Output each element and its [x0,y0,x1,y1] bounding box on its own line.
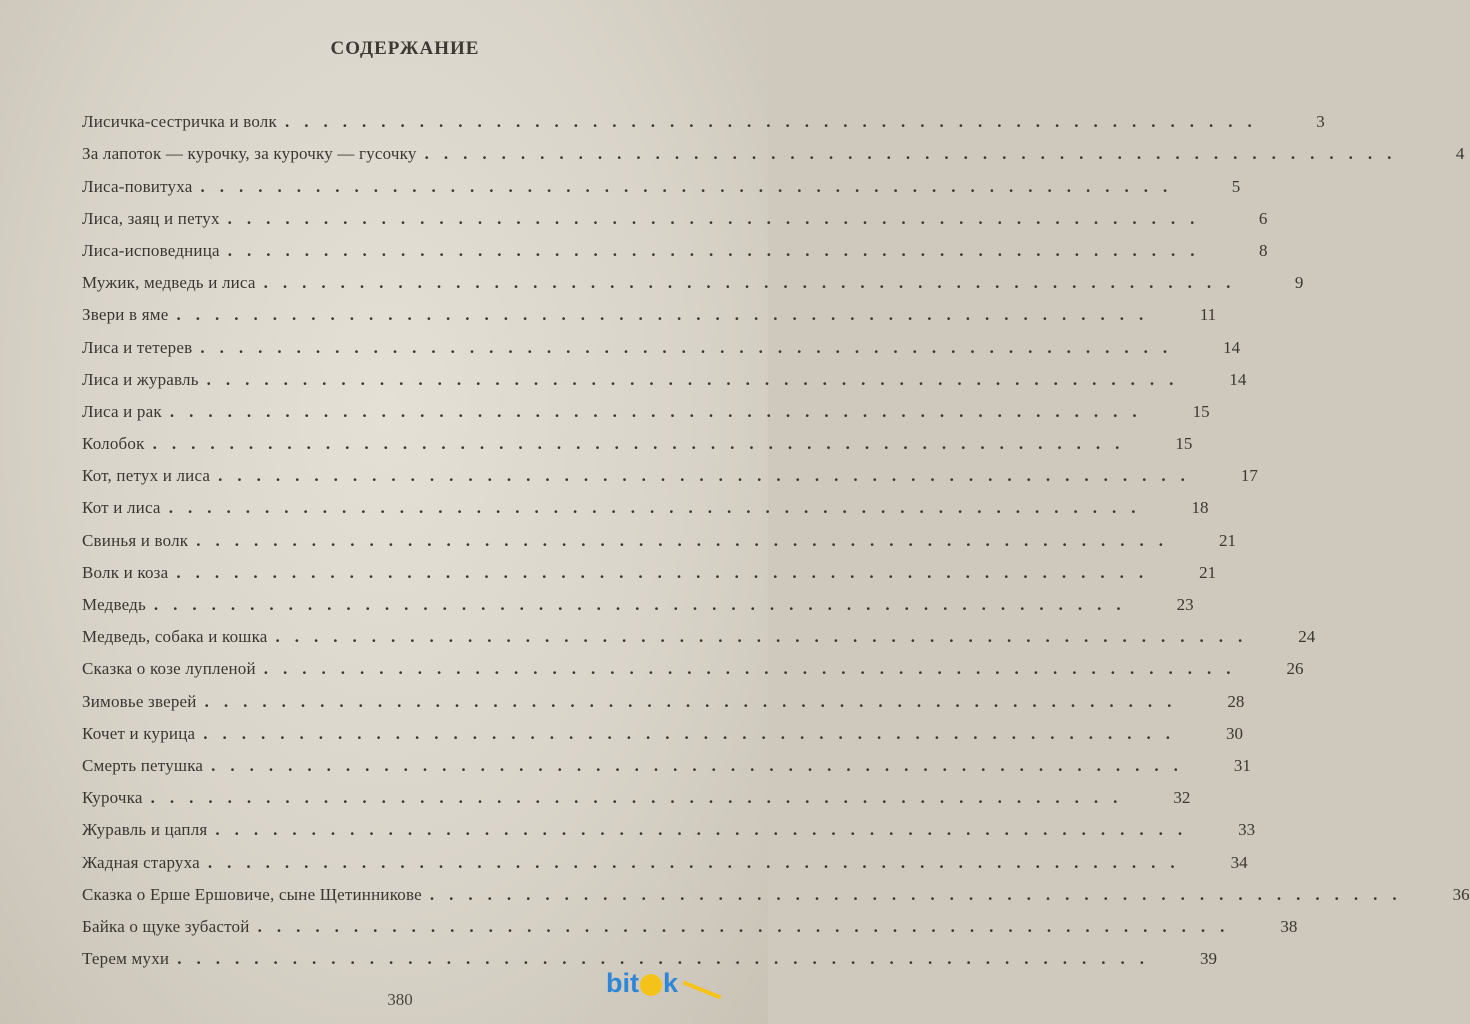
dot-leader: ................................................... [200,337,1183,357]
dot-leader: ................................................... [168,498,1151,518]
toc-entry-page: 26 [1286,659,1304,679]
toc-row [82,745,1251,777]
toc-row [82,584,1194,616]
toc-row [82,906,1298,938]
dot-leader: ................................................... [177,949,1159,969]
dot-leader: ................................................... [176,305,1159,325]
dot-leader: ................................................... [227,208,1210,228]
toc-entry-title: Колобок [82,434,145,454]
toc-entry-title: Кот, петух и лиса [82,466,211,486]
dot-leader: ................................................... [257,916,1240,936]
toc-row [82,455,1258,487]
toc-entry-page: 34 [1230,852,1248,872]
dot-leader: ................................................... [215,820,1198,840]
toc-row [82,809,1256,841]
toc-entry-page: 15 [1192,401,1210,421]
toc-entry-page: 17 [1240,466,1258,486]
toc-entry-page: 15 [1175,434,1193,454]
toc-entry-page: 39 [1199,949,1217,969]
toc-entry-title: Сказка о Ерше Ершовиче, сыне Щетинникове [82,884,422,904]
table-of-contents [82,101,1470,970]
toc-entry-title: За лапоток — курочку, за курочку — гусочку [82,144,417,164]
toc-entry-page: 14 [1229,369,1247,389]
toc-entry-title: Журавль и цапля [82,820,208,840]
toc-entry-page: 8 [1259,240,1268,260]
toc-entry-page: 9 [1294,273,1304,293]
toc-entry-page: 38 [1280,916,1298,936]
toc-row [82,841,1248,873]
toc-entry-title: Медведь, собака и кошка [82,627,268,647]
toc-row [82,713,1243,745]
toc-entry-page: 31 [1233,755,1251,775]
toc-row [82,519,1237,551]
toc-row [82,552,1217,584]
toc-entry-title: Зимовье зверей [82,691,197,711]
toc-entry-page: 28 [1227,691,1245,711]
toc-entry-title: Смерть петушка [82,755,204,775]
toc-entry-page: 5 [1231,176,1241,196]
toc-row [82,648,1304,680]
page-title: СОДЕРЖАНИЕ [330,38,480,59]
toc-entry-page: 21 [1199,562,1217,582]
dot-leader: ................................................... [429,884,1412,904]
toc-entry-page: 6 [1258,208,1268,228]
toc-entry-title: Байка о щуке зубастой [82,916,250,936]
site-watermark-logo [606,968,722,999]
toc-row [82,423,1193,455]
dot-leader: ................................................... [263,273,1246,293]
toc-entry-title: Лиса, заяц и петух [82,208,220,228]
toc-entry-title: Лиса и журавль [82,369,199,389]
watermark-text-left: bit [606,968,639,998]
toc-entry-title: Сказка о козе лупленой [82,659,256,679]
toc-entry-page: 3 [1316,112,1325,132]
toc-entry-page: 30 [1225,723,1243,743]
toc-row [82,359,1247,391]
dot-leader: ................................................... [196,530,1179,550]
toc-row [82,294,1217,326]
toc-row [82,777,1191,809]
toc-entry-title: Кот и лиса [82,498,161,518]
toc-entry-title: Волк и коза [82,562,169,582]
dot-leader: ................................................... [424,144,1407,164]
toc-entry-title: Звери в яме [82,305,169,325]
toc-entry-title: Медведь [82,595,146,614]
toc-entry-title: Кочет и курица [82,723,196,743]
toc-row [82,487,1209,519]
dot-leader: ................................................... [176,562,1159,582]
toc-entry-page: 23 [1176,595,1194,614]
watermark-swoosh-icon [683,980,722,999]
toc-row [82,680,1245,712]
dot-leader: ................................................... [203,723,1185,743]
page-number: 380 [387,990,413,1009]
toc-row [82,616,1316,648]
toc-entry-page: 21 [1219,530,1237,550]
dot-leader: ................................................... [211,755,1193,775]
toc-row [82,198,1268,230]
toc-row [82,133,1465,165]
toc-entry-title: Терем мухи [82,949,170,969]
toc-entry-page: 33 [1238,820,1256,840]
toc-row [82,326,1241,358]
toc-entry-page: 11 [1199,305,1217,325]
toc-entry-title: Лиса-исповедница [82,240,220,260]
toc-entry-title: Лисичка-сестричка и волк [82,112,277,132]
toc-entry-title: Жадная старуха [82,852,200,872]
dot-leader: ................................................... [153,595,1136,614]
toc-entry-page: 18 [1191,498,1209,518]
toc-entry-title: Свинья и волк [82,530,189,550]
toc-entry-page: 32 [1173,788,1191,808]
toc-entry-page: 36 [1452,884,1470,904]
dot-leader: ................................................... [150,788,1133,808]
dot-leader: ................................................... [200,176,1183,196]
toc-row [82,101,1325,133]
toc-entry-title: Лиса-повитуха [82,176,193,196]
toc-row [82,165,1241,197]
dot-leader: ................................................... [169,401,1152,421]
dot-leader: ................................................... [218,466,1200,486]
dot-leader: ................................................... [152,434,1135,454]
dot-leader: ................................................... [275,627,1258,647]
toc-row [82,874,1470,906]
toc-entry-title: Лиса и рак [82,401,162,421]
toc-row [82,938,1217,970]
dot-leader: ................................................... [206,369,1189,389]
watermark-circle-icon [640,974,662,996]
toc-entry-title: Мужик, медведь и лиса [82,273,256,293]
toc-entry-page: 14 [1223,337,1241,357]
dot-leader: ................................................... [207,852,1190,872]
toc-entry-title: Курочка [82,788,143,808]
dot-leader: ................................................... [204,691,1187,711]
watermark-text-right: k [663,968,679,998]
toc-row [82,230,1268,262]
toc-row [82,391,1210,423]
dot-leader: ................................................... [284,112,1267,132]
toc-row [82,262,1304,294]
toc-entry-page: 4 [1455,144,1465,164]
dot-leader: ................................................... [227,240,1210,260]
toc-entry-page: 24 [1298,627,1316,647]
toc-entry-title: Лиса и тетерев [82,337,193,357]
dot-leader: ................................................... [263,659,1246,679]
